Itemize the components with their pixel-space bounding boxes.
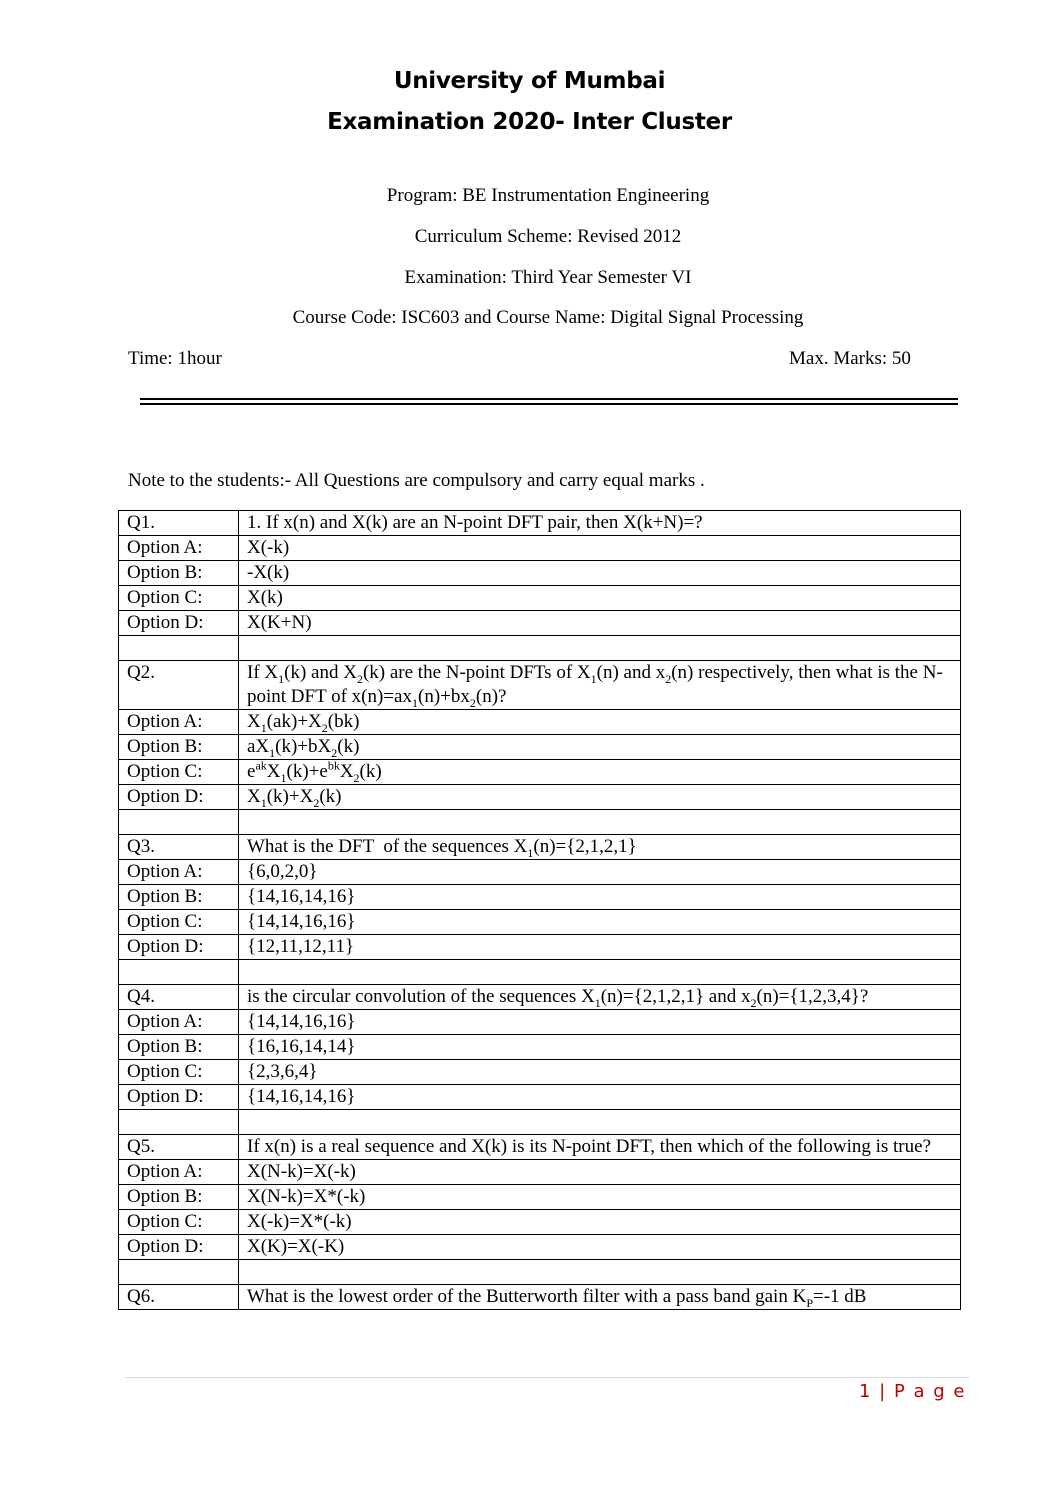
questions-table-body (119, 511, 961, 1310)
question-row-label: Q3. (119, 835, 239, 860)
scheme-line: Curriculum Scheme: Revised 2012 (414, 226, 682, 247)
spacer-row-text (239, 960, 961, 985)
option-row (119, 1035, 961, 1060)
option-row-text: $X_1(k)+X_2(k)$ (239, 785, 961, 810)
spacer-row (119, 1260, 961, 1285)
option-row-label: Option C: (119, 760, 239, 785)
option-row-text: X(-k) (239, 536, 961, 561)
time-label: Time: 1hour (128, 348, 222, 369)
option-row-text: {14,16,14,16} (239, 1085, 961, 1110)
question-row-label: Q5. (119, 1135, 239, 1160)
questions-table (118, 510, 961, 1310)
question-row-label: Q6. (119, 1285, 239, 1310)
option-row (119, 1235, 961, 1260)
spacer-row-label (119, 1110, 239, 1135)
spacer-row-label (119, 1260, 239, 1285)
option-row-label: Option A: (119, 1010, 239, 1035)
option-row-text: X(-k)=X*(-k) (239, 1210, 961, 1235)
option-row (119, 586, 961, 611)
university-title: University of Mumbai (393, 68, 666, 94)
question-row (119, 511, 961, 536)
course-line: Course Code: ISC603 and Course Name: Digital Signal Processing (292, 307, 804, 328)
option-row-text: {6,0,2,0} (239, 860, 961, 885)
option-row-label: Option B: (119, 885, 239, 910)
option-row (119, 910, 961, 935)
option-row-text: X(N-k)=X*(-k) (239, 1185, 961, 1210)
question-row-text: What is the lowest order of the Butterworth filter with a pass band gain $K_P=-1$ dB (239, 1285, 961, 1310)
option-row-label: Option A: (119, 860, 239, 885)
option-row-text: X(K)=X(-K) (239, 1235, 961, 1260)
question-row (119, 835, 961, 860)
footer-divider (125, 1377, 970, 1378)
exam-title: Examination 2020- Inter Cluster (327, 109, 732, 135)
max-marks-label: Max. Marks: 50 (789, 348, 911, 369)
option-row-text: {14,14,16,16} (239, 1010, 961, 1035)
option-row-text: X(N-k)=X(-k) (239, 1160, 961, 1185)
option-row-label: Option D: (119, 1235, 239, 1260)
option-row (119, 1185, 961, 1210)
option-row-text: $X_1(ak)+X_2(bk)$ (239, 710, 961, 735)
spacer-row (119, 636, 961, 661)
spacer-row-label (119, 960, 239, 985)
question-row (119, 985, 961, 1010)
option-row (119, 561, 961, 586)
option-row (119, 536, 961, 561)
option-row (119, 785, 961, 810)
option-row (119, 735, 961, 760)
option-row (119, 860, 961, 885)
question-row-text: is the circular convolution of the sequences $X_1(n)=\{2,1,2,1\}$ and $x_2(n)=\{1,2,3,4\}$? (239, 985, 961, 1010)
examination-line: Examination: Third Year Semester VI (404, 267, 692, 288)
option-row-label: Option B: (119, 561, 239, 586)
option-row (119, 1010, 961, 1035)
question-row (119, 661, 961, 710)
option-row (119, 760, 961, 785)
option-row-text: {14,16,14,16} (239, 885, 961, 910)
option-row-label: Option C: (119, 1210, 239, 1235)
option-row (119, 1160, 961, 1185)
option-row-label: Option B: (119, 1185, 239, 1210)
option-row-text: {2,3,6,4} (239, 1060, 961, 1085)
spacer-row (119, 960, 961, 985)
spacer-row-label (119, 636, 239, 661)
spacer-row-text (239, 636, 961, 661)
option-row-label: Option D: (119, 785, 239, 810)
option-row-label: Option C: (119, 586, 239, 611)
option-row-text: {14,14,16,16} (239, 910, 961, 935)
option-row-label: Option C: (119, 910, 239, 935)
option-row-text: X(K+N) (239, 611, 961, 636)
spacer-row-text (239, 810, 961, 835)
question-row-label: Q2. (119, 661, 239, 710)
option-row-text: X(k) (239, 586, 961, 611)
option-row-text: $e^{ak}X_1(k)+e^{bk}X_2(k)$ (239, 760, 961, 785)
spacer-row-text (239, 1110, 961, 1135)
option-row-label: Option B: (119, 735, 239, 760)
option-row-label: Option B: (119, 1035, 239, 1060)
option-row (119, 710, 961, 735)
option-row (119, 611, 961, 636)
page-number: 1 | P a g e (858, 1381, 966, 1402)
option-row-text: -X(k) (239, 561, 961, 586)
spacer-row (119, 1110, 961, 1135)
question-row-text: If $X_1(k)$ and $X_2(k)$ are the N-point DFTs of $X_1(n)$ and $x_2(n)$ respectively, then what is the N-point DFT of $x(n)=ax_1(n)+bx_2(n)$? (239, 661, 961, 710)
option-row (119, 1085, 961, 1110)
option-row (119, 885, 961, 910)
option-row-label: Option C: (119, 1060, 239, 1085)
option-row (119, 1210, 961, 1235)
note-to-students: Note to the students:- All Questions are compulsory and carry equal marks . (128, 470, 705, 491)
question-row-text: If x(n) is a real sequence and X(k) is its N-point DFT, then which of the following is true? (239, 1135, 961, 1160)
option-row-text: $aX_1(k)+bX_2(k)$ (239, 735, 961, 760)
question-row-label: Q1. (119, 511, 239, 536)
option-row (119, 1060, 961, 1085)
question-row-label: Q4. (119, 985, 239, 1010)
option-row-label: Option A: (119, 536, 239, 561)
option-row-label: Option D: (119, 611, 239, 636)
option-row-text: {12,11,12,11} (239, 935, 961, 960)
spacer-row-label (119, 810, 239, 835)
program-line: Program: BE Instrumentation Engineering (386, 185, 710, 206)
option-row-label: Option D: (119, 1085, 239, 1110)
question-row-text: What is the DFT of the sequences $X_1(n)=\{2,1,2,1\}$ (239, 835, 961, 860)
option-row-label: Option D: (119, 935, 239, 960)
option-row (119, 935, 961, 960)
option-row-label: Option A: (119, 710, 239, 735)
spacer-row (119, 810, 961, 835)
option-row-label: Option A: (119, 1160, 239, 1185)
double-divider (140, 398, 958, 405)
question-row-text: 1. If x(n) and X(k) are an N-point DFT pair, then X(k+N)=? (239, 511, 961, 536)
question-row (119, 1135, 961, 1160)
spacer-row-text (239, 1260, 961, 1285)
question-row (119, 1285, 961, 1310)
option-row-text: {16,16,14,14} (239, 1035, 961, 1060)
